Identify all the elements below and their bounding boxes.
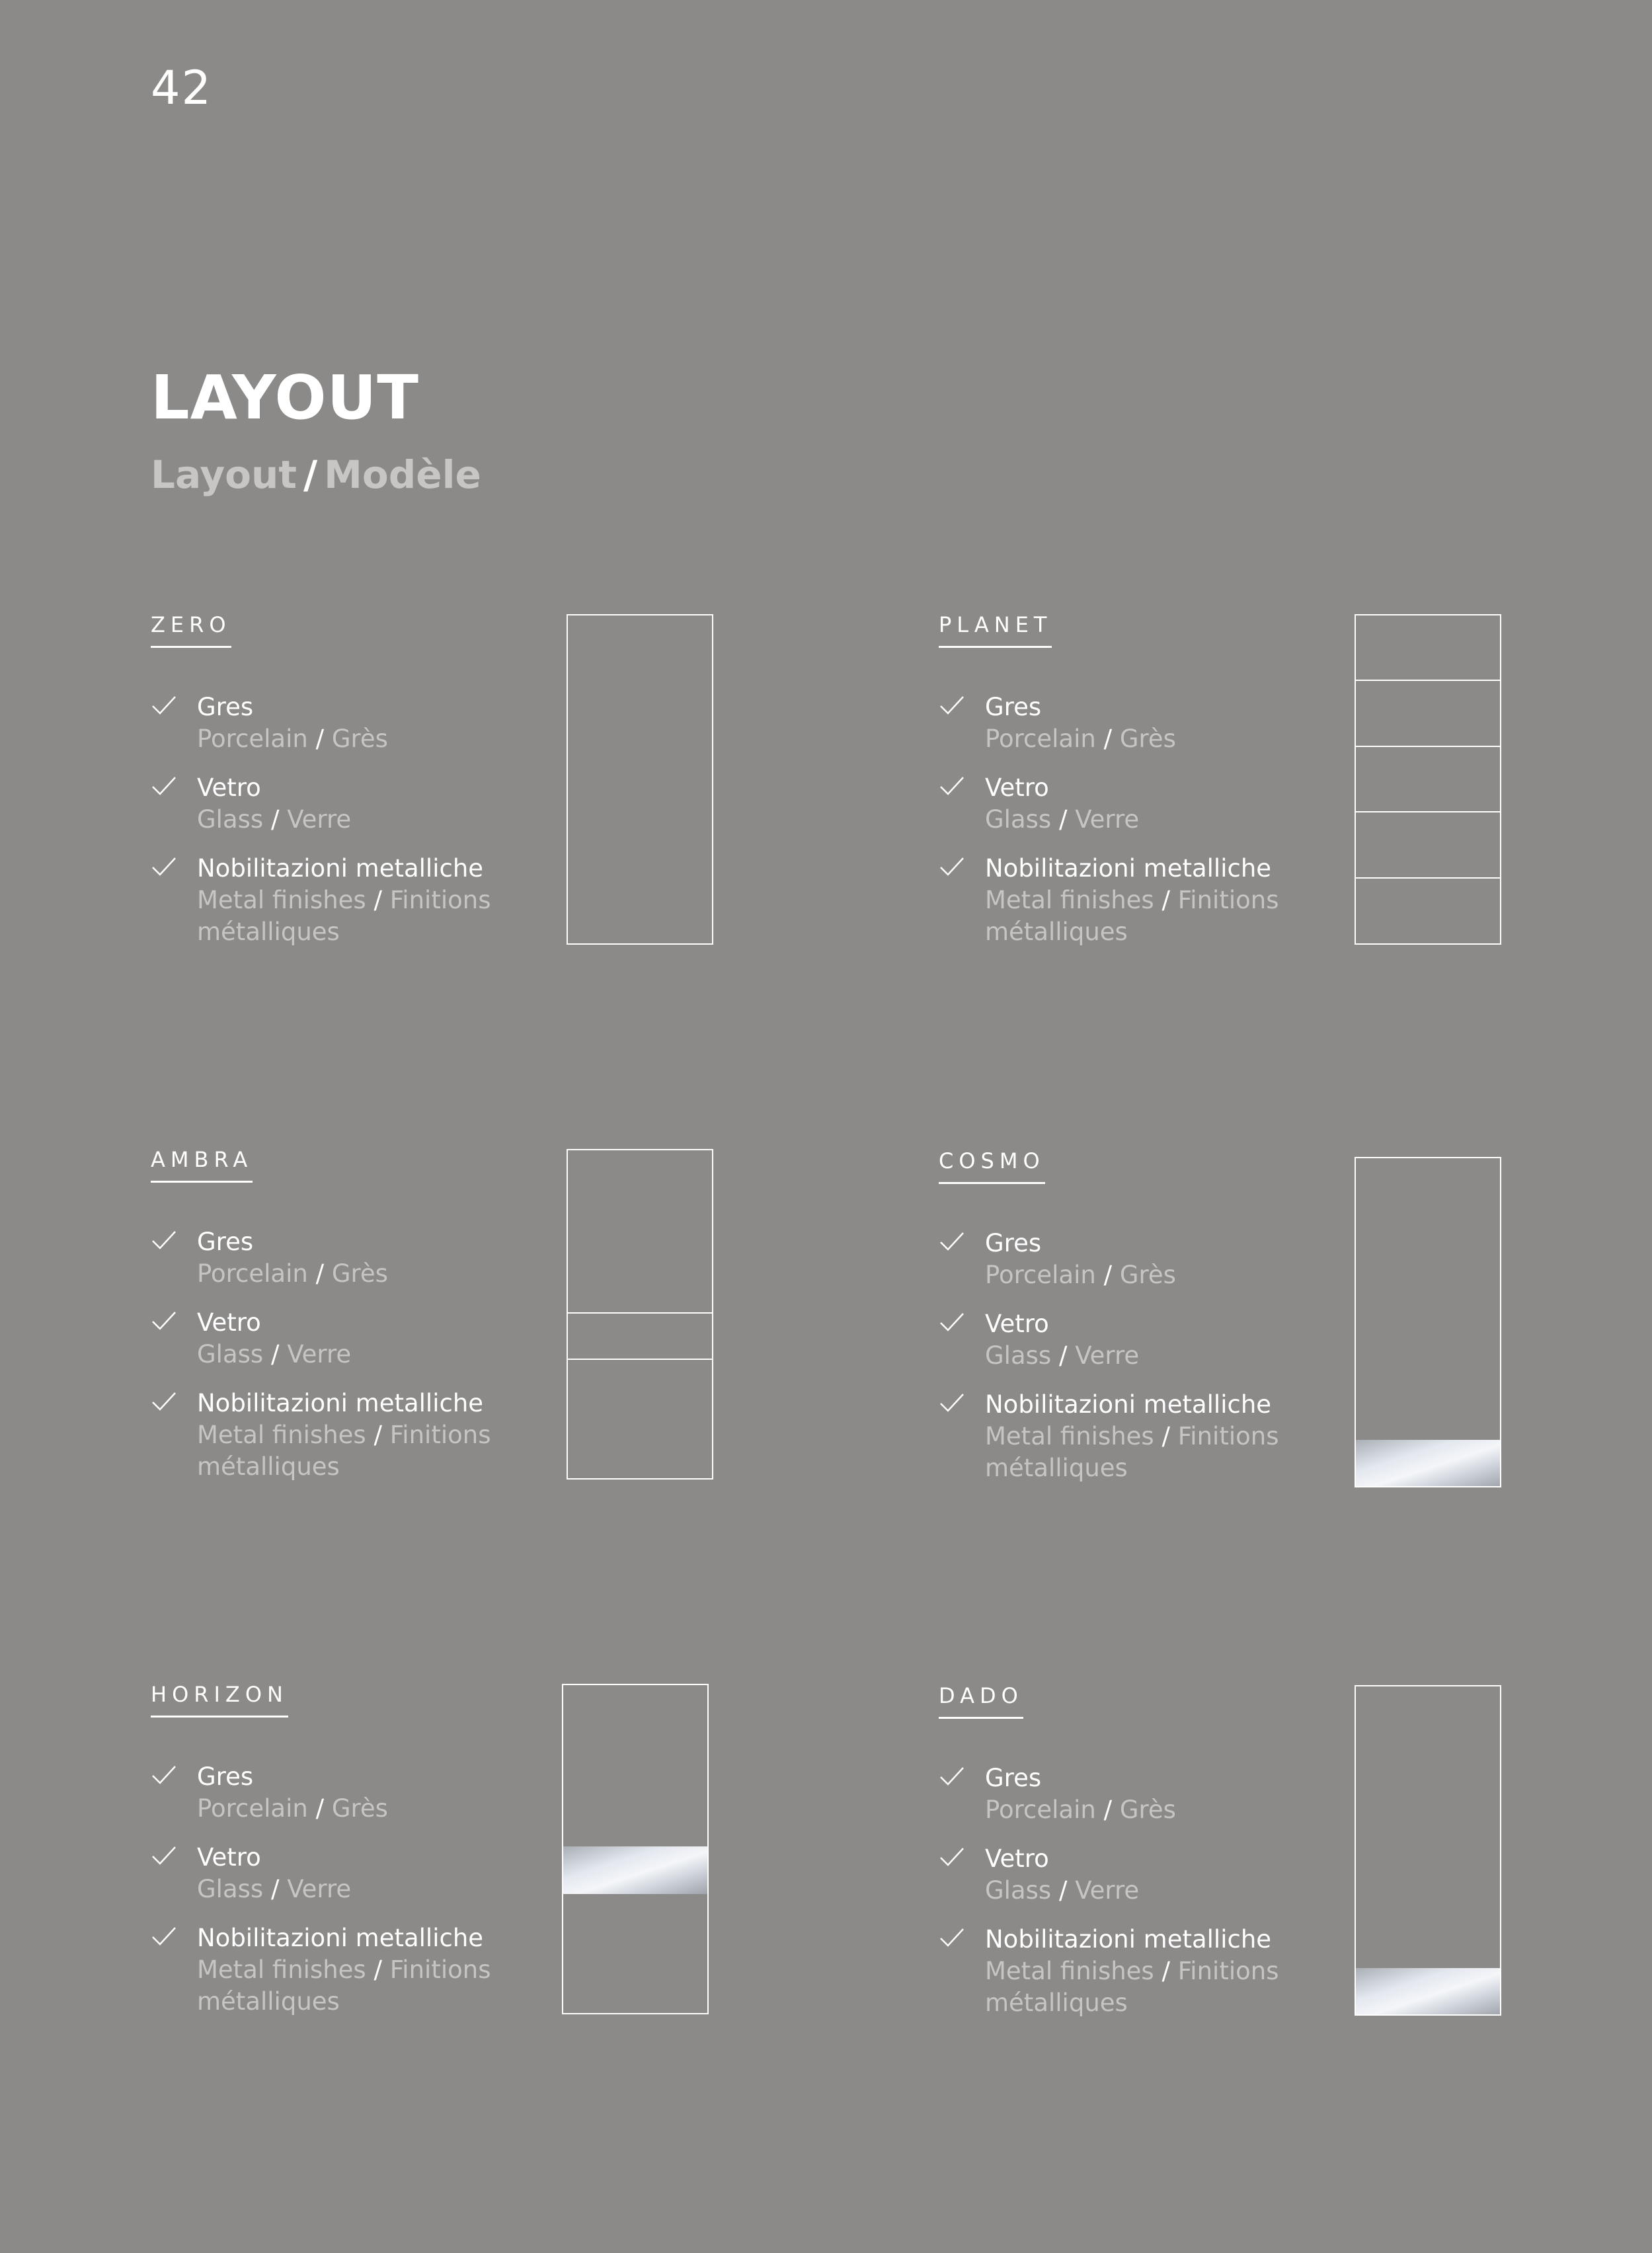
layout-section-zero [151,614,878,971]
material-translation [197,1419,547,1483]
check-icon [151,1229,177,1251]
subtitle-separator: / [303,452,318,497]
layout-section-cosmo [939,1150,1652,1507]
material-translation [985,1421,1335,1484]
translation-en: Metal finishes [197,1421,366,1449]
translation-separator: / [374,886,382,914]
translation-fr: Finitions métalliques [985,886,1279,946]
translation-fr: Grès [331,1794,388,1823]
material-item [151,1922,547,2018]
material-translation [985,1340,1335,1372]
translation-en: Metal finishes [197,1956,366,1984]
page-number: 42 [151,61,213,115]
translation-fr: Grès [331,725,388,753]
material-item [939,1843,1335,1907]
material-item [151,772,547,836]
section-title: HORIZON [151,1684,288,1718]
translation-fr: Finitions métalliques [197,1956,491,2016]
material-translation [197,723,547,755]
translation-en: Glass [197,1875,264,1903]
material-list [151,1761,547,2035]
material-item [939,772,1335,836]
translation-fr: Grès [1119,1796,1176,1824]
material-name: Gres [985,1229,1042,1257]
material-translation [985,804,1335,836]
translation-fr: Finitions métalliques [985,1957,1279,2017]
material-name: Nobilitazioni metalliche [197,854,484,883]
material-name: Gres [985,693,1042,721]
material-item [939,1762,1335,1826]
translation-separator: / [315,725,325,753]
check-icon [151,775,177,797]
material-translation [985,1259,1335,1291]
translation-fr: Verre [1075,1876,1140,1905]
translation-fr: Grès [1119,1261,1176,1289]
material-item [151,853,547,948]
translation-fr: Verre [1075,805,1140,834]
check-icon [939,855,965,878]
material-name: Vetro [985,1844,1049,1873]
translation-separator: / [1161,886,1170,914]
translation-en: Porcelain [985,725,1096,753]
translation-separator: / [270,1875,280,1903]
material-name: Gres [197,1762,254,1791]
material-translation [197,1874,547,1905]
material-name: Nobilitazioni metalliche [985,1390,1272,1419]
section-title: AMBRA [151,1149,253,1183]
section-title: ZERO [151,614,231,648]
material-translation [197,804,547,836]
material-item [151,1388,547,1483]
layout-section-horizon [151,1684,878,2041]
translation-en: Porcelain [197,725,308,753]
check-icon [151,855,177,878]
material-name: Vetro [197,1308,261,1337]
material-name: Vetro [197,773,261,802]
page-title: LAYOUT [151,362,420,433]
translation-fr: Verre [287,1875,352,1903]
translation-separator: / [1103,1796,1113,1824]
translation-en: Glass [985,1876,1052,1905]
page-subtitle [151,452,481,497]
material-item [151,1761,547,1825]
layout-section-ambra [151,1149,878,1506]
material-translation [985,1794,1335,1826]
material-name: Vetro [197,1843,261,1872]
translation-fr: Verre [287,805,352,834]
material-item [939,1308,1335,1372]
translation-separator: / [1103,1261,1113,1289]
check-icon [939,1230,965,1253]
translation-separator: / [1103,725,1113,753]
section-title: COSMO [939,1150,1045,1184]
translation-en: Porcelain [985,1796,1096,1824]
material-name: Nobilitazioni metalliche [985,854,1272,883]
material-translation [197,1258,547,1290]
material-list [151,1226,547,1500]
translation-separator: / [315,1259,325,1288]
material-item [939,1389,1335,1484]
material-name: Vetro [985,773,1049,802]
translation-separator: / [1058,805,1068,834]
material-translation [197,885,547,948]
material-translation [985,885,1335,948]
layout-section-planet [939,614,1652,971]
subtitle-secondary: Modèle [324,452,481,497]
material-name: Gres [985,1764,1042,1792]
subtitle-primary: Layout [151,452,297,497]
translation-en: Metal finishes [985,1957,1154,1985]
layout-diagram [1355,614,1501,945]
material-translation [985,723,1335,755]
check-icon [151,694,177,717]
translation-separator: / [374,1421,382,1449]
translation-fr: Finitions métalliques [197,886,491,946]
translation-separator: / [270,1340,280,1368]
material-translation [985,1875,1335,1907]
material-list [939,1228,1335,1501]
translation-separator: / [315,1794,325,1823]
material-item [151,1226,547,1290]
check-icon [151,1390,177,1413]
check-icon [151,1310,177,1332]
material-item [939,692,1335,755]
check-icon [939,1846,965,1868]
material-item [939,1924,1335,2019]
material-translation [197,1339,547,1370]
translation-fr: Grès [1119,725,1176,753]
translation-separator: / [1058,1876,1068,1905]
translation-en: Metal finishes [197,886,366,914]
layout-diagram [562,1684,709,2014]
check-icon [939,1311,965,1333]
translation-en: Metal finishes [985,886,1154,914]
layout-section-dado [939,1685,1652,2042]
translation-separator: / [270,805,280,834]
translation-separator: / [1058,1341,1068,1370]
translation-fr: Finitions métalliques [985,1422,1279,1482]
layout-diagram [567,614,713,945]
material-name: Nobilitazioni metalliche [985,1925,1272,1954]
translation-fr: Finitions métalliques [197,1421,491,1481]
check-icon [939,1765,965,1788]
section-title: DADO [939,1685,1023,1719]
material-name: Nobilitazioni metalliche [197,1389,484,1417]
check-icon [939,694,965,717]
translation-en: Glass [197,1340,264,1368]
translation-fr: Verre [1075,1341,1140,1370]
material-name: Nobilitazioni metalliche [197,1924,484,1952]
material-translation [197,1793,547,1825]
layout-diagram [1355,1685,1501,2016]
translation-en: Glass [985,1341,1052,1370]
material-name: Gres [197,693,254,721]
check-icon [151,1925,177,1948]
material-list [151,692,547,965]
material-list [939,1762,1335,2036]
translation-en: Porcelain [985,1261,1096,1289]
check-icon [151,1844,177,1867]
section-title: PLANET [939,614,1052,648]
check-icon [939,1926,965,1949]
material-item [939,1228,1335,1291]
material-translation [197,1954,547,2018]
translation-en: Glass [197,805,264,834]
check-icon [939,775,965,797]
translation-en: Porcelain [197,1259,308,1288]
layout-diagram [1355,1157,1501,1487]
check-icon [939,1392,965,1414]
material-item [151,692,547,755]
translation-separator: / [374,1956,382,1984]
translation-en: Porcelain [197,1794,308,1823]
translation-fr: Verre [287,1340,352,1368]
check-icon [151,1764,177,1786]
layout-diagram [567,1149,713,1480]
translation-en: Glass [985,805,1052,834]
translation-fr: Grès [331,1259,388,1288]
material-list [939,692,1335,965]
translation-separator: / [1161,1957,1170,1985]
translation-separator: / [1161,1422,1170,1450]
material-item [939,853,1335,948]
translation-en: Metal finishes [985,1422,1154,1450]
material-translation [985,1956,1335,2019]
material-name: Vetro [985,1310,1049,1338]
material-item [151,1307,547,1370]
material-name: Gres [197,1228,254,1256]
material-item [151,1842,547,1905]
